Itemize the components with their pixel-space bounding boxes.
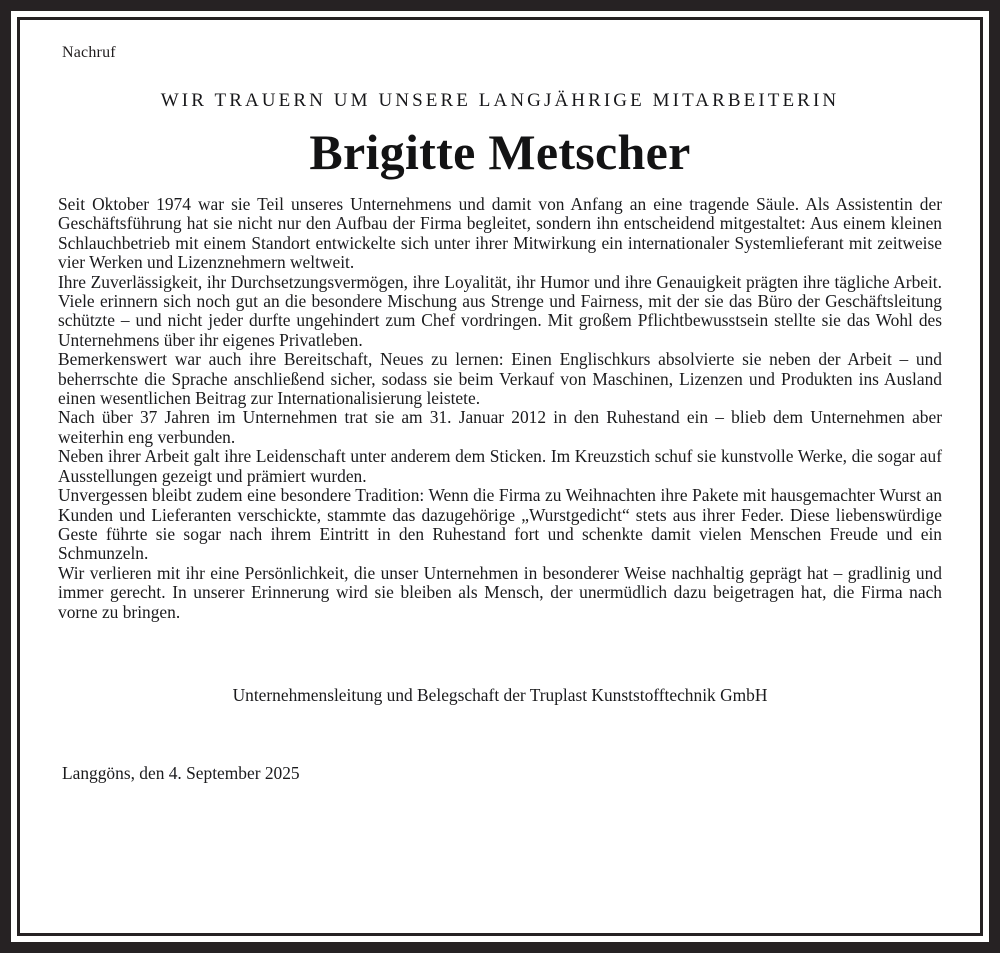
obituary-sheet: [20, 20, 980, 933]
mourning-eyebrow-text: WIR TRAUERN UM UNSERE LANGJÄHRIGE MITARBEITERIN: [160, 90, 840, 111]
obituary-paragraph: Unvergessen bleibt zudem eine besondere Tradition: Wenn die Firma zu Weihnachten ihre Pakete mit hausgemachter Wurst an Kunden und Lieferanten verschickte, stammte das dazugehörige „Wurstgedicht“ stets aus ihrer Feder. Diese liebenswürdige Geste führte sie sogar nach ihrem Eintritt in den Ruhestand fort und schenkte damit vielen Menschen Freude und ein Schmunzeln.: [58, 485, 942, 564]
obituary-paragraph: Neben ihrer Arbeit galt ihre Leidenschaft unter anderem dem Sticken. Im Kreuzstich schuf sie kunstvolle Werke, die sogar auf Ausstellungen gezeigt und prämiert wurden.: [58, 446, 942, 486]
obituary-paragraph: Seit Oktober 1974 war sie Teil unseres Unternehmens und damit von Anfang an eine tragende Säule. Als Assistentin der Geschäftsführung hat sie nicht nur den Aufbau der Firma begleitet, sondern ihn entscheidend mitgestaltet: Aus einem kleinen Schlauchbetrieb mit einem Standort entwickelte sich unter ihrer Mitwirkung ein internationaler Systemlieferant mit zeitweise vier Werken und Lizenznehmern weltweit.: [58, 194, 942, 273]
frame-inner-rule: [17, 17, 983, 936]
obituary-paragraph: Nach über 37 Jahren im Unternehmen trat sie am 31. Januar 2012 in den Ruhestand ein – blieb dem Unternehmen aber weiterhin eng verbunden.: [58, 407, 942, 447]
signature-line: Unternehmensleitung und Belegschaft der Truplast Kunststofftechnik GmbH: [232, 684, 768, 705]
deceased-name: Brigitte Metscher: [309, 124, 691, 180]
obituary-paragraph: Bemerkenswert war auch ihre Bereitschaft, Neues zu lernen: Einen Englischkurs absolvierte sie neben der Arbeit – und beherrschte die Sprache anschließend sicher, sodass sie beim Verkauf von Maschinen, Lizenzen und Produkten ins Ausland einen wesentlichen Beitrag zur Internationalisierung leistete.: [58, 349, 942, 409]
obituary-paragraph: Ihre Zuverlässigkeit, ihr Durchsetzungsvermögen, ihre Loyalität, ihr Humor und ihre Genauigkeit prägten ihre tägliche Arbeit. Viele erinnern sich noch gut an die besondere Mischung aus Strenge und Fairness, mit der sie das Büro der Geschäftsleitung schützte – und nicht jeder durfte ungehindert zum Chef vordringen. Mit großem Pflichtbewusstsein stellte sie das Wohl des Unternehmens über ihr eigenes Privatleben.: [58, 271, 942, 350]
place-and-date: Langgöns, den 4. September 2025: [62, 762, 300, 783]
obituary-paragraph: Wir verlieren mit ihr eine Persönlichkeit, die unser Unternehmen in besonderer Weise nachhaltig geprägt hat – gradlinig und immer gerecht. In unserer Erinnerung wird sie bleiben als Mensch, der unermüdlich dazu beigetragen hat, die Firma nach vorne zu bringen.: [58, 562, 942, 622]
frame-white-gap: [11, 11, 989, 942]
obituary-body: [58, 195, 942, 622]
kicker-label: Nachruf: [62, 44, 116, 61]
